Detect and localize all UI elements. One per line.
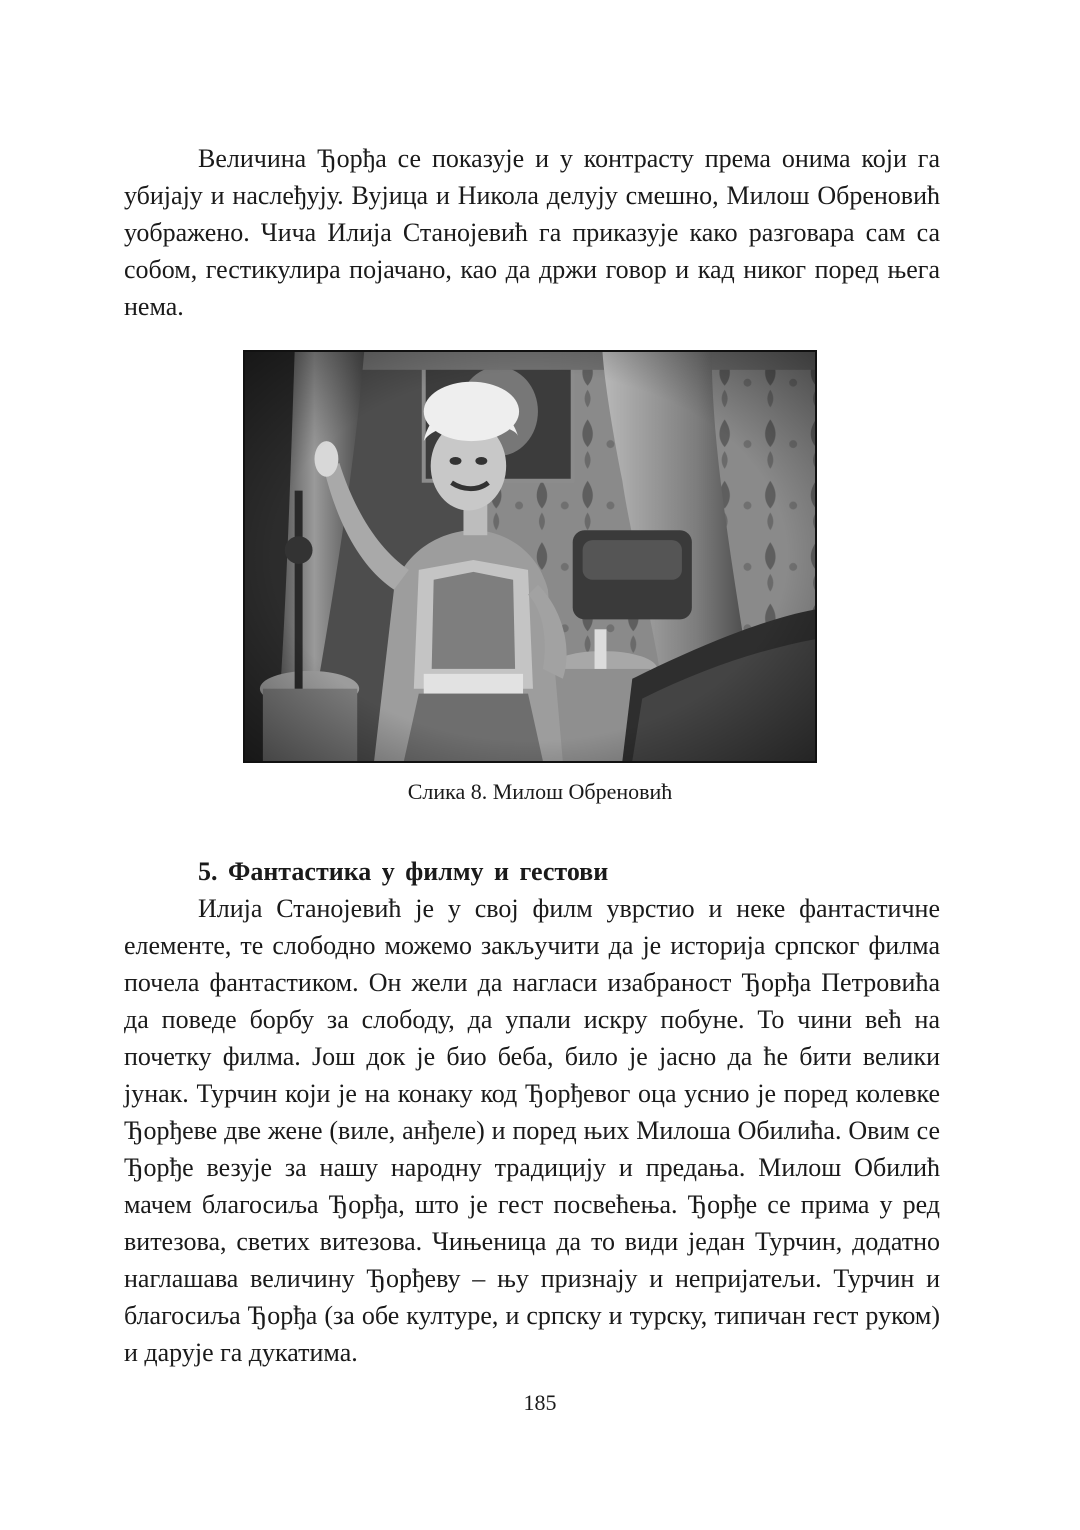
film-still-image [245,352,815,761]
page-number: 185 [523,1390,557,1415]
section-heading: 5. Фантастика у филму и гестови [198,857,609,886]
top-paragraph: Величина Ђорђа се показује и у контрасту према онима који га убијају и наслеђују. Вујица и Никола делују смешно, Милош Обреновић уображено. Чича Илија Станојевић га приказује како разговара сам са собом, гестикулира појачано, као да држи говор и кад никог поред њега нема. [124,144,940,321]
figure-caption: Слика 8. Милош Обреновић [407,779,673,804]
film-still-figure [243,350,817,763]
section-5 [124,853,940,1371]
section-paragraph: Илија Станојевић је у свој филм уврстио и неке фантастичне елементе, те слободно можемо закључити да је историја српског филма почела фантастиком. Он жели да нагласи изабраност Ђорђа Петровића да поведе борбу за слободу, да упали искру побуне. То чини већ на почетку филма. Још док је био беба, било је јасно да ће бити велики јунак. Турчин који је на конаку код Ђорђевог оца уснио је поред колевке Ђорђеве две жене (виле, анђеле) и поред њих Милоша Обилића. Овим се Ђорђе везује за нашу народну традицију и предања. Милош Обилић мачем благосиља Ђорђа, што је гест посвећења. Ђорђе се прима у ред витезова, светих витезова. Чињеница да то види један Турчин, додатно наглашава величину Ђорђеву – њу признају и непријатељи. Турчин и благосиља Ђорђа (за обе културе, и српску и турску, типичан гест руком) и дарује га дукатима. [124,894,940,1367]
top-text-block [124,140,940,325]
